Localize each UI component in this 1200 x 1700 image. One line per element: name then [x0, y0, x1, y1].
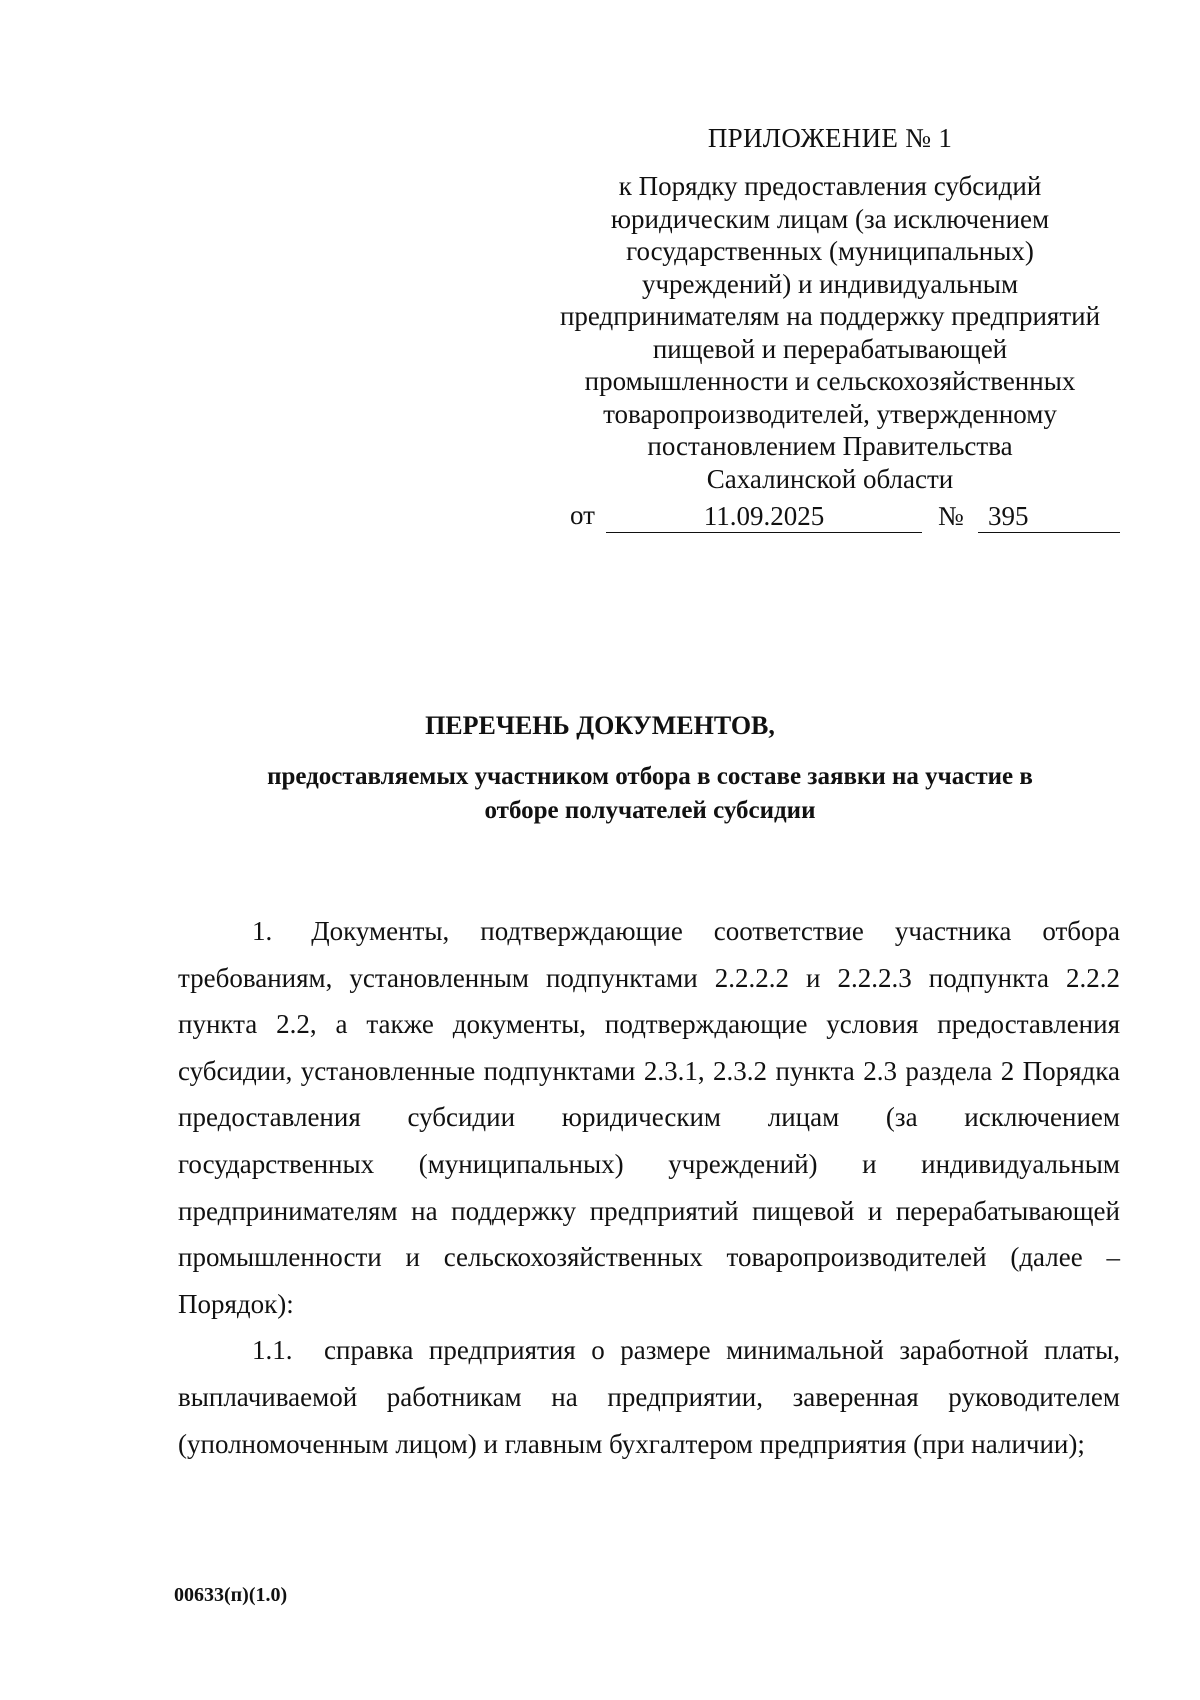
paragraph-number: 1. [252, 916, 273, 946]
appendix-line: предпринимателям на поддержку предприятий [559, 301, 1101, 331]
appendix-line: учреждений) и индивидуальным [641, 268, 1019, 299]
paragraph-text: Документы, подтверждающие соответствие участника отбора требованиям, установленным подпунктами 2.2.2.2 и 2.2.2.3 подпункта 2.2.2 пункта 2.2, а также документы, подтверждающие условия предоставления субсидии, установленные подпунктами 2.3.1, 2.3.2 пункта 2.3 раздела 2 Порядка предоставления субсидии юридическим лицам (за исключением государственных (муниципальных) учреждений) и индивидуальным предпринимателям на поддержку предприятий пищевой и перерабатывающей промышленности и сельскохозяйственных товаропроизводителей (далее – Порядок): [178, 916, 1120, 1319]
appendix-line: Сахалинской области [706, 463, 954, 494]
paragraph-number: 1.1. [252, 1335, 293, 1366]
appendix-line: промышленности и сельскохозяйственных [584, 366, 1076, 396]
appendix-block [540, 118, 1120, 495]
appendix-line: государственных (муниципальных) [626, 236, 1034, 266]
approval-date: 11.09.2025 [606, 500, 922, 533]
subtitle-line: отборе получателей субсидии [484, 797, 816, 824]
number-label: № [938, 501, 964, 531]
appendix-line: к Порядку предоставления субсидий [618, 171, 1042, 201]
appendix-text [540, 170, 1120, 495]
paragraph-1-1 [178, 1327, 1120, 1467]
document-body [178, 908, 1120, 1467]
appendix-line: пищевой и перерабатывающей [652, 333, 1008, 364]
paragraph-text: справка предприятия о размере минимальной заработной платы, выплачиваемой работникам на предприятии, заверенная руководителем (уполномоченным лицом) и главным бухгалтером предприятия (при наличии); [178, 1335, 1120, 1459]
appendix-line: товаропроизводителей, утвержденному [603, 398, 1057, 429]
appendix-line: постановлением Правительства [647, 431, 1013, 461]
approval-date-row [570, 500, 1120, 536]
document-title: ПЕРЕЧЕНЬ ДОКУМЕНТОВ, [425, 711, 775, 740]
subtitle-line: предоставляемых участником отбора в составе заявки на участие в [267, 763, 1033, 790]
paragraph-1 [178, 908, 1120, 1327]
document-subtitle [200, 760, 1100, 828]
date-prefix: от [570, 500, 595, 530]
approval-number: 395 [978, 500, 1120, 533]
appendix-line: юридическим лицам (за исключением [610, 203, 1050, 234]
document-code: 00633(п)(1.0) [174, 1584, 288, 1606]
appendix-title: ПРИЛОЖЕНИЕ № 1 [707, 123, 953, 153]
